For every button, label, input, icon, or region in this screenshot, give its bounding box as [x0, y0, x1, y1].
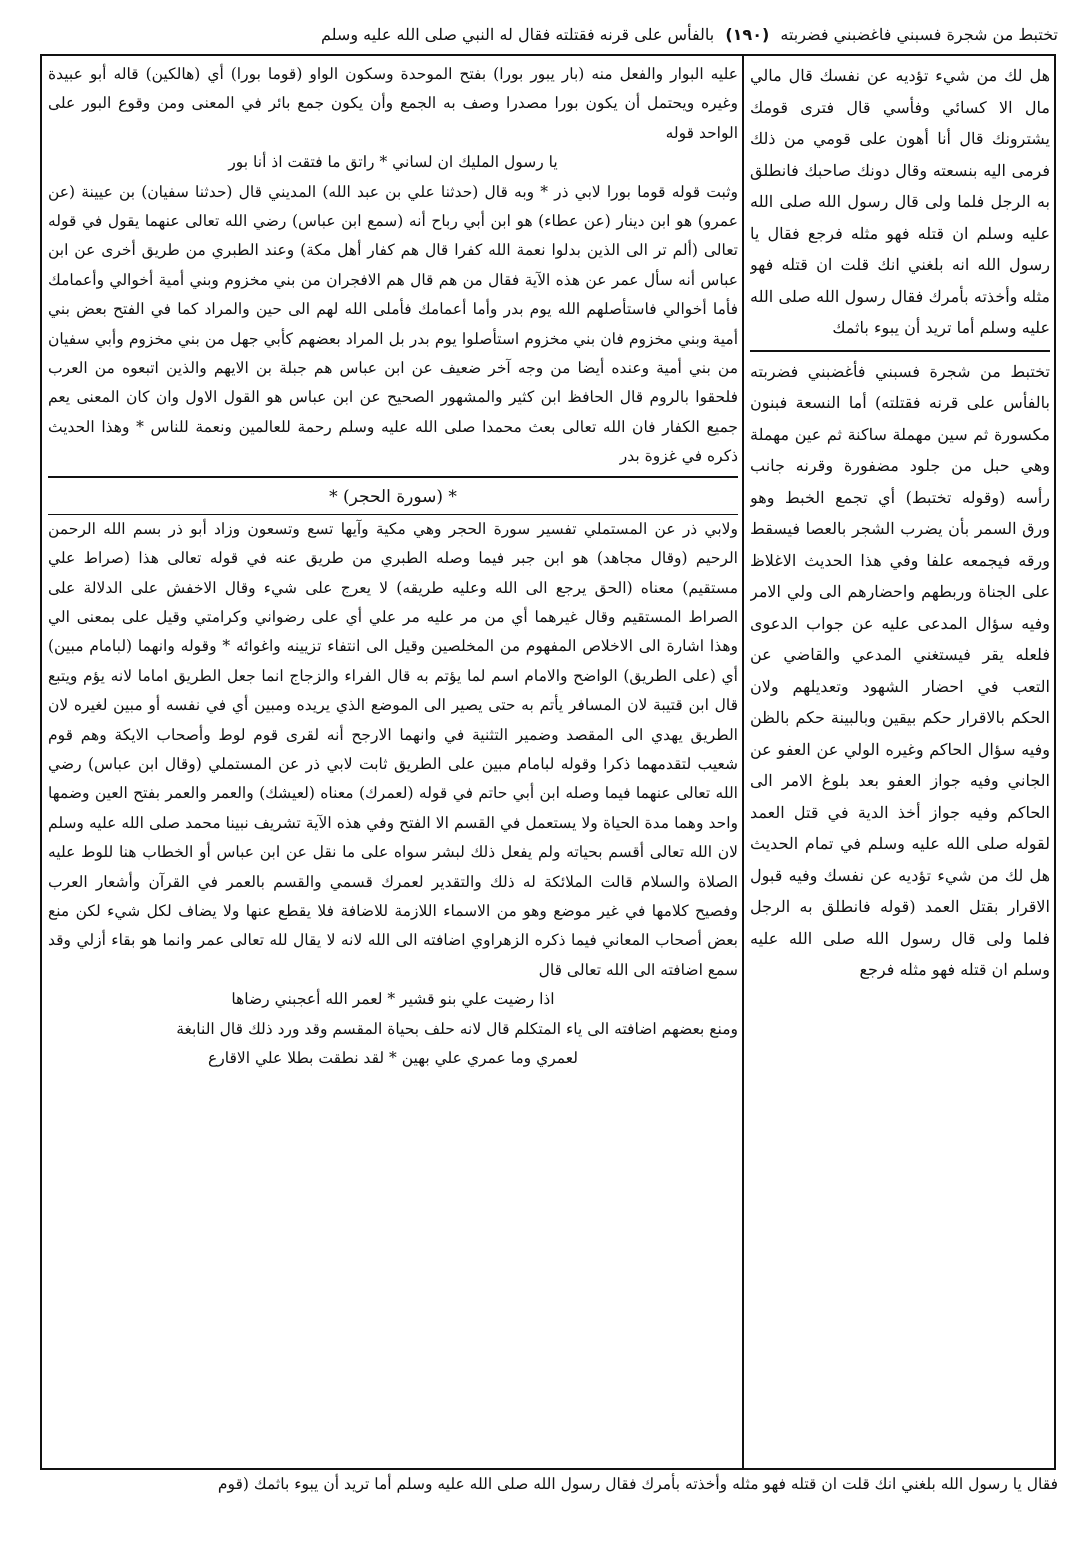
poetry-verse-3: لعمري وما عمري علي بهين * لقد نطقت بطلا علي الاقارع: [208, 1049, 578, 1067]
header-right-text: تختبط من شجرة فسبني فاغضبني فضربته: [780, 25, 1058, 44]
commentary-paragraph-2: وثبت قوله قوما بورا لابي ذر * وبه قال (حدثنا علي بن عبد الله) المديني قال (حدثنا سفيان) بن عيينة (عن عمرو) هو ابن دينار (عن عطاء) هو ابن أبي رباح أنه (سمع ابن عباس) رضي الله تعالى عنهما يقول في قوله تعالى (ألم تر الى الذين بدلوا نعمة الله كفرا قال هم كفار أهل مكة) وعند الطبري من طريق أخرى عن ابن عباس أنه سأل عمر عن هذه الآية فقال من هم قال هم الافجران من بني مخزوم وبني أمية أخوالي وأعمامك فأما أخوالي فاستأصلهم الله يوم بدر وأما أعمامك فأملى الله لهم الى حين والمراد كما في الفتح بعض بني أمية وبني مخزوم فان بني مخزوم استأصلوا يوم بدر بل المراد بعضهم كأبي جهل من بني مخزوم وأبي سفيان من بني أمية وعنده أيضا من وجه آخر ضعيف عن ابن عباس هم جبلة بن الايهم والذين اتبعوه من العرب فلحقوا بالروم قال الحافظ ابن كثير والمشهور الصحيح عن ابن عباس هو القول الاول وان كان المعنى يعم جميع الكفار فان الله تعالى بعث محمدا صلى الله عليه وسلم رحمة للعالمين ونعمة للناس * وهذا الحديث ذكره في غزوة بدر: [48, 182, 738, 466]
margin-hadith-column: [750, 60, 1050, 1462]
catchword: (قوم: [217, 1475, 249, 1493]
page-footer: [40, 1470, 1058, 1530]
section-separator: [48, 476, 738, 478]
surah-heading: * (سورة الحجر) *: [48, 480, 738, 515]
footer-line: فقال يا رسول الله بلغني انك قلت ان قتله فهو مثله وأخذته بأمرك فقال رسول الله صلى الله عليه وسلم أما تريد أن يبوء باثمك: [253, 1475, 1058, 1493]
poetry-verse-2: اذا رضيت علي بنو قشير * لعمر الله أعجبني رضاها: [231, 990, 555, 1009]
page-number: (١٩٠): [725, 25, 770, 44]
margin-block-1: هل لك من شيء تؤديه عن نفسك قال مالي مال الا كسائي وفأسي قال فترى قومك يشترونك قال أنا أهون على قومي من ذلك فرمى اليه بنسعته وقال دونك صاحبك فانطلق به الرجل فلما ولى قال رسول الله صلى الله عليه وسلم ان قتله فهو مثله فرجع فقال يا رسول الله انه بلغني انك قلت ان قتله فهو مثله وأخذته بأمرك فقال رسول الله صلى الله عليه وسلم أما تريد أن يبوء باثمك: [750, 66, 1050, 337]
text-frame: [40, 54, 1056, 1470]
commentary-paragraph-1: عليه البوار والفعل منه (بار يبور بورا) بفتح الموحدة وسكون الواو (قوما بورا) أي (هالكين) قاله أبو عبيدة وغيره ويحتمل أن يكون بورا مصدرا وصف به الجمع وأن يكون جمع بائر في المعنى ومن وقوع البور على الواحد قوله: [48, 65, 738, 142]
commentary-paragraph-3: ولابي ذر عن المستملي تفسير سورة الحجر وهي مكية وآيها تسع وتسعون وزاد أبو ذر بسم الله الرحمن الرحيم (وقال مجاهد) هو ابن جبر فيما وصله الطبري من طريق عنه في قوله تعالى هذا (صراط علي مستقيم) معناه (الحق يرجع الى الله وعليه طريقه) لا يعرج على شيء وقال الاخفش على الدلالة على الصراط المستقيم وقال غيرهما أي من مر عليه مر علي أي على رضواني وكرامتي وقيل على بمعنى الي وهذا اشارة الى الاخلاص المفهوم من المخلصين وقيل الى انتفاء تزيينه واغوائه * وقوله وانهما (لبامام مبين) أي (على الطريق) الواضح والامام اسم لما يؤتم به قال الفراء والزجاج انما جعل الطريق اماما لانه يؤم ويتبع قال ابن قتيبة لان المسافر يأتم به حتى يصير الى الموضع الذي يريده ومبين أي في نفسه أو مبين لغيره لان الطريق يهدي الى المقصد وضمير التثنية في وانهما الارجح أنه لقرى قوم لوط وأصحاب الايكة وهم قوم شعيب لتقدمهما ذكرا وقوله لبامام مبين على الطريق ثابت لابي ذر عن المستملي (وقال ابن عباس) رضي الله تعالى عنهما فيما وصله ابن أبي حاتم في قوله (لعمرك) معناه (لعيشك) والعمر والعمر بفتح العين وضمها واحد وهما مدة الحياة ولا يستعمل في القسم الا الفتح وفي هذه الآية تشريف نبينا محمد صلى الله عليه وسلم لان الله تعالى أقسم بحياته ولم يفعل ذلك لبشر سواه على ما نقل عن ابن عباس أو الخطاب هنا للوط عليه الصلاة والسلام قالت الملائكة له ذلك والتقدير لعمرك قسمي والقسم بالعمر في القرآن وأشعار العرب وفصيح كلامها في غير موضع وهو من الاسماء اللازمة للاضافة فلا يقطع عنها ولا يضاف لكل شيء لكن منع بعض أصحاب المعاني فيما ذكره الزهراوي اضافته الى الله لانه لا يقال لله تعالى عمر وانما هو بقاء أزلي وقد سمع اضافته الى الله تعالى قال: [48, 519, 738, 979]
page-header: [40, 22, 1058, 48]
commentary-paragraph-4: ومنع بعضهم اضافته الى ياء المتكلم قال لانه حلف بحياة المقسم وقد ورد ذلك قال النابغة: [176, 1019, 738, 1038]
column-divider: [742, 56, 744, 1468]
header-left-text: بالفأس على قرنه فقتلته فقال له النبي صلى الله عليه وسلم: [320, 25, 715, 44]
margin-separator: [750, 350, 1050, 352]
margin-block-2: تختبط من شجرة فسبني فأغضبني فضربته بالفأس على قرنه فقتلته) أما النسعة فبنون مكسورة ثم سين مهملة ساكنة ثم عين مهملة وهي حبل من جلود مضفورة وقرنه جانب رأسه (وقوله تختبط) أي تجمع الخبط وهو ورق السمر بأن يضرب الشجر بالعصا فيسقط ورقه فيجمعه علفا وفي هذا الحديث الاغلاظ على الجناة وربطهم واحضارهم الى ولي الامر وفيه سؤال المدعى عليه عن جواب الدعوى فلعله يقر فيستغني المدعي والقاضي عن التعب في احضار الشهود وتعديلهم ولان الحكم بالاقرار حكم بيقين وبالبينة حكم بالظن وفيه سؤال الحاكم وغيره الولي عن العفو عن الجاني وفيه جواز العفو بعد بلوغ الامر الى الحاكم وفيه جواز أخذ الدية في قتل العمد لقوله صلى الله عليه وسلم في تمام الحديث هل لك من شيء تؤديه عن نفسك وفيه قبول الاقرار بقتل العمد (قوله فانطلق به الرجل فلما ولى قال رسول الله صلى الله عليه وسلم ان قتله فهو مثله فرجع: [750, 361, 1050, 979]
main-commentary-column: [48, 60, 738, 1462]
poetry-verse-1: يا رسول المليك ان لساني * راتق ما فتقت اذ أنا بور: [228, 153, 558, 172]
